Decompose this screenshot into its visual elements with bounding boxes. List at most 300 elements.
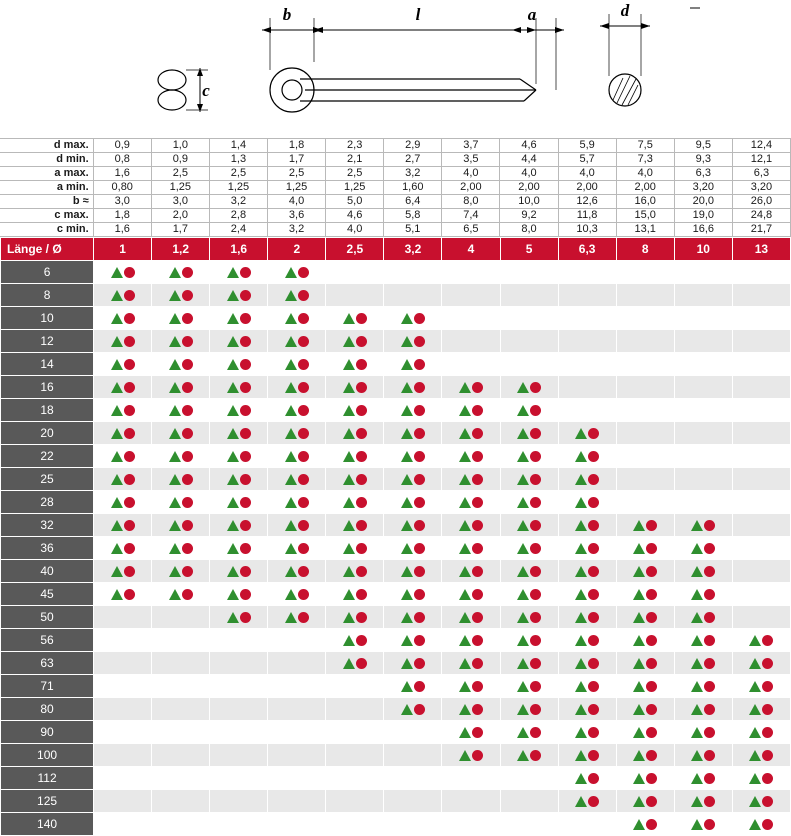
matrix-cell-available[interactable] bbox=[384, 629, 442, 652]
matrix-cell-available[interactable] bbox=[326, 399, 384, 422]
matrix-cell-available[interactable] bbox=[268, 468, 326, 491]
matrix-cell-available[interactable] bbox=[674, 721, 732, 744]
matrix-cell-empty[interactable] bbox=[442, 767, 500, 790]
matrix-cell-empty[interactable] bbox=[94, 606, 152, 629]
matrix-cell-available[interactable] bbox=[442, 376, 500, 399]
matrix-cell-available[interactable] bbox=[94, 376, 152, 399]
matrix-cell-available[interactable] bbox=[152, 537, 210, 560]
matrix-cell-empty[interactable] bbox=[152, 652, 210, 675]
matrix-cell-available[interactable] bbox=[732, 652, 790, 675]
matrix-cell-empty[interactable] bbox=[732, 307, 790, 330]
matrix-cell-available[interactable] bbox=[94, 560, 152, 583]
matrix-cell-empty[interactable] bbox=[616, 468, 674, 491]
matrix-cell-available[interactable] bbox=[384, 376, 442, 399]
matrix-cell-available[interactable] bbox=[558, 468, 616, 491]
matrix-cell-empty[interactable] bbox=[732, 445, 790, 468]
matrix-cell-available[interactable] bbox=[326, 376, 384, 399]
matrix-cell-empty[interactable] bbox=[326, 744, 384, 767]
matrix-cell-available[interactable] bbox=[152, 399, 210, 422]
matrix-cell-empty[interactable] bbox=[500, 767, 558, 790]
matrix-cell-available[interactable] bbox=[326, 468, 384, 491]
matrix-cell-available[interactable] bbox=[732, 813, 790, 836]
matrix-cell-empty[interactable] bbox=[268, 744, 326, 767]
matrix-cell-empty[interactable] bbox=[326, 721, 384, 744]
matrix-cell-available[interactable] bbox=[152, 376, 210, 399]
matrix-cell-available[interactable] bbox=[94, 583, 152, 606]
matrix-cell-available[interactable] bbox=[500, 422, 558, 445]
matrix-cell-available[interactable] bbox=[268, 560, 326, 583]
matrix-cell-available[interactable] bbox=[558, 514, 616, 537]
matrix-cell-available[interactable] bbox=[558, 698, 616, 721]
matrix-cell-empty[interactable] bbox=[732, 376, 790, 399]
matrix-cell-available[interactable] bbox=[152, 560, 210, 583]
matrix-cell-available[interactable] bbox=[500, 698, 558, 721]
matrix-cell-empty[interactable] bbox=[152, 721, 210, 744]
matrix-cell-available[interactable] bbox=[616, 698, 674, 721]
matrix-cell-empty[interactable] bbox=[674, 422, 732, 445]
matrix-cell-available[interactable] bbox=[442, 560, 500, 583]
matrix-cell-available[interactable] bbox=[732, 767, 790, 790]
matrix-cell-available[interactable] bbox=[210, 399, 268, 422]
matrix-cell-available[interactable] bbox=[152, 583, 210, 606]
matrix-cell-available[interactable] bbox=[268, 514, 326, 537]
matrix-cell-available[interactable] bbox=[500, 468, 558, 491]
matrix-cell-available[interactable] bbox=[384, 399, 442, 422]
matrix-cell-available[interactable] bbox=[500, 560, 558, 583]
matrix-cell-available[interactable] bbox=[268, 307, 326, 330]
matrix-cell-empty[interactable] bbox=[152, 790, 210, 813]
matrix-cell-empty[interactable] bbox=[268, 767, 326, 790]
matrix-cell-available[interactable] bbox=[674, 629, 732, 652]
matrix-cell-available[interactable] bbox=[210, 537, 268, 560]
matrix-cell-empty[interactable] bbox=[268, 698, 326, 721]
matrix-cell-empty[interactable] bbox=[268, 629, 326, 652]
matrix-cell-empty[interactable] bbox=[616, 491, 674, 514]
matrix-cell-available[interactable] bbox=[210, 284, 268, 307]
matrix-cell-empty[interactable] bbox=[210, 790, 268, 813]
matrix-cell-available[interactable] bbox=[442, 744, 500, 767]
matrix-cell-available[interactable] bbox=[558, 606, 616, 629]
matrix-cell-empty[interactable] bbox=[616, 284, 674, 307]
matrix-cell-empty[interactable] bbox=[94, 629, 152, 652]
matrix-cell-empty[interactable] bbox=[732, 583, 790, 606]
matrix-cell-empty[interactable] bbox=[732, 514, 790, 537]
matrix-cell-empty[interactable] bbox=[674, 445, 732, 468]
matrix-cell-empty[interactable] bbox=[326, 767, 384, 790]
matrix-cell-available[interactable] bbox=[152, 445, 210, 468]
matrix-cell-available[interactable] bbox=[500, 744, 558, 767]
matrix-cell-empty[interactable] bbox=[384, 790, 442, 813]
matrix-cell-empty[interactable] bbox=[210, 767, 268, 790]
matrix-cell-available[interactable] bbox=[94, 330, 152, 353]
matrix-cell-available[interactable] bbox=[674, 606, 732, 629]
matrix-cell-available[interactable] bbox=[732, 629, 790, 652]
matrix-cell-available[interactable] bbox=[268, 537, 326, 560]
matrix-cell-empty[interactable] bbox=[616, 330, 674, 353]
matrix-cell-available[interactable] bbox=[674, 744, 732, 767]
matrix-cell-available[interactable] bbox=[616, 721, 674, 744]
matrix-cell-available[interactable] bbox=[500, 652, 558, 675]
matrix-cell-empty[interactable] bbox=[94, 675, 152, 698]
matrix-cell-available[interactable] bbox=[674, 514, 732, 537]
matrix-cell-empty[interactable] bbox=[732, 284, 790, 307]
matrix-cell-empty[interactable] bbox=[732, 330, 790, 353]
matrix-cell-available[interactable] bbox=[442, 629, 500, 652]
matrix-cell-empty[interactable] bbox=[384, 813, 442, 836]
matrix-cell-empty[interactable] bbox=[558, 307, 616, 330]
matrix-cell-available[interactable] bbox=[558, 537, 616, 560]
matrix-cell-empty[interactable] bbox=[442, 330, 500, 353]
matrix-cell-available[interactable] bbox=[210, 445, 268, 468]
matrix-cell-available[interactable] bbox=[268, 422, 326, 445]
matrix-cell-available[interactable] bbox=[268, 284, 326, 307]
matrix-cell-available[interactable] bbox=[616, 514, 674, 537]
matrix-cell-available[interactable] bbox=[326, 537, 384, 560]
matrix-cell-available[interactable] bbox=[500, 606, 558, 629]
matrix-cell-available[interactable] bbox=[500, 491, 558, 514]
matrix-cell-empty[interactable] bbox=[674, 491, 732, 514]
matrix-cell-available[interactable] bbox=[94, 468, 152, 491]
matrix-cell-empty[interactable] bbox=[732, 560, 790, 583]
matrix-cell-available[interactable] bbox=[94, 514, 152, 537]
matrix-cell-empty[interactable] bbox=[384, 744, 442, 767]
matrix-cell-empty[interactable] bbox=[326, 698, 384, 721]
matrix-cell-available[interactable] bbox=[94, 422, 152, 445]
matrix-cell-available[interactable] bbox=[326, 629, 384, 652]
matrix-cell-available[interactable] bbox=[616, 744, 674, 767]
matrix-cell-available[interactable] bbox=[326, 353, 384, 376]
matrix-cell-empty[interactable] bbox=[210, 813, 268, 836]
matrix-cell-available[interactable] bbox=[326, 491, 384, 514]
matrix-cell-available[interactable] bbox=[442, 537, 500, 560]
matrix-cell-available[interactable] bbox=[210, 261, 268, 284]
matrix-cell-empty[interactable] bbox=[616, 399, 674, 422]
matrix-cell-empty[interactable] bbox=[558, 261, 616, 284]
matrix-cell-available[interactable] bbox=[732, 790, 790, 813]
matrix-cell-available[interactable] bbox=[500, 583, 558, 606]
matrix-cell-available[interactable] bbox=[558, 790, 616, 813]
matrix-cell-empty[interactable] bbox=[616, 307, 674, 330]
matrix-cell-empty[interactable] bbox=[326, 675, 384, 698]
matrix-cell-available[interactable] bbox=[616, 675, 674, 698]
matrix-cell-available[interactable] bbox=[94, 399, 152, 422]
matrix-cell-available[interactable] bbox=[268, 445, 326, 468]
matrix-cell-available[interactable] bbox=[326, 652, 384, 675]
matrix-cell-available[interactable] bbox=[384, 675, 442, 698]
matrix-cell-available[interactable] bbox=[384, 307, 442, 330]
matrix-cell-available[interactable] bbox=[210, 606, 268, 629]
matrix-cell-available[interactable] bbox=[500, 514, 558, 537]
matrix-cell-empty[interactable] bbox=[210, 629, 268, 652]
matrix-cell-available[interactable] bbox=[94, 353, 152, 376]
matrix-cell-available[interactable] bbox=[500, 675, 558, 698]
matrix-cell-available[interactable] bbox=[384, 606, 442, 629]
matrix-cell-available[interactable] bbox=[442, 445, 500, 468]
matrix-cell-available[interactable] bbox=[326, 606, 384, 629]
matrix-cell-empty[interactable] bbox=[558, 284, 616, 307]
matrix-cell-available[interactable] bbox=[384, 514, 442, 537]
matrix-cell-empty[interactable] bbox=[732, 422, 790, 445]
matrix-cell-available[interactable] bbox=[326, 330, 384, 353]
matrix-cell-empty[interactable] bbox=[152, 629, 210, 652]
matrix-cell-available[interactable] bbox=[558, 675, 616, 698]
matrix-cell-available[interactable] bbox=[326, 514, 384, 537]
matrix-cell-available[interactable] bbox=[152, 353, 210, 376]
matrix-cell-empty[interactable] bbox=[674, 330, 732, 353]
matrix-cell-available[interactable] bbox=[732, 698, 790, 721]
matrix-cell-available[interactable] bbox=[442, 675, 500, 698]
matrix-cell-empty[interactable] bbox=[384, 767, 442, 790]
matrix-cell-available[interactable] bbox=[94, 284, 152, 307]
matrix-cell-empty[interactable] bbox=[442, 790, 500, 813]
matrix-cell-available[interactable] bbox=[500, 376, 558, 399]
matrix-cell-available[interactable] bbox=[616, 560, 674, 583]
matrix-cell-available[interactable] bbox=[442, 491, 500, 514]
matrix-cell-empty[interactable] bbox=[384, 261, 442, 284]
matrix-cell-available[interactable] bbox=[500, 721, 558, 744]
matrix-cell-available[interactable] bbox=[674, 675, 732, 698]
matrix-cell-available[interactable] bbox=[616, 790, 674, 813]
matrix-cell-available[interactable] bbox=[442, 606, 500, 629]
matrix-cell-empty[interactable] bbox=[558, 376, 616, 399]
matrix-cell-available[interactable] bbox=[384, 422, 442, 445]
matrix-cell-empty[interactable] bbox=[442, 353, 500, 376]
matrix-cell-empty[interactable] bbox=[94, 721, 152, 744]
matrix-cell-available[interactable] bbox=[674, 790, 732, 813]
matrix-cell-available[interactable] bbox=[500, 445, 558, 468]
matrix-cell-available[interactable] bbox=[674, 767, 732, 790]
matrix-cell-available[interactable] bbox=[442, 422, 500, 445]
matrix-cell-empty[interactable] bbox=[616, 261, 674, 284]
matrix-cell-available[interactable] bbox=[210, 330, 268, 353]
matrix-cell-empty[interactable] bbox=[326, 813, 384, 836]
matrix-cell-available[interactable] bbox=[500, 537, 558, 560]
matrix-cell-empty[interactable] bbox=[152, 606, 210, 629]
matrix-cell-available[interactable] bbox=[558, 721, 616, 744]
matrix-cell-empty[interactable] bbox=[732, 606, 790, 629]
matrix-cell-empty[interactable] bbox=[94, 744, 152, 767]
matrix-cell-available[interactable] bbox=[94, 491, 152, 514]
matrix-cell-available[interactable] bbox=[442, 721, 500, 744]
matrix-cell-available[interactable] bbox=[384, 445, 442, 468]
matrix-cell-empty[interactable] bbox=[732, 353, 790, 376]
matrix-cell-empty[interactable] bbox=[442, 307, 500, 330]
matrix-cell-available[interactable] bbox=[326, 560, 384, 583]
matrix-cell-available[interactable] bbox=[268, 330, 326, 353]
matrix-cell-empty[interactable] bbox=[500, 813, 558, 836]
matrix-cell-empty[interactable] bbox=[558, 399, 616, 422]
matrix-cell-available[interactable] bbox=[210, 353, 268, 376]
matrix-cell-available[interactable] bbox=[442, 698, 500, 721]
matrix-cell-available[interactable] bbox=[210, 514, 268, 537]
matrix-cell-available[interactable] bbox=[384, 652, 442, 675]
matrix-cell-empty[interactable] bbox=[210, 744, 268, 767]
matrix-cell-empty[interactable] bbox=[326, 284, 384, 307]
matrix-cell-available[interactable] bbox=[558, 652, 616, 675]
matrix-cell-empty[interactable] bbox=[674, 399, 732, 422]
matrix-cell-available[interactable] bbox=[268, 606, 326, 629]
matrix-cell-empty[interactable] bbox=[268, 721, 326, 744]
matrix-cell-available[interactable] bbox=[616, 652, 674, 675]
matrix-cell-empty[interactable] bbox=[558, 353, 616, 376]
matrix-cell-empty[interactable] bbox=[558, 813, 616, 836]
matrix-cell-available[interactable] bbox=[558, 560, 616, 583]
matrix-cell-available[interactable] bbox=[732, 721, 790, 744]
matrix-cell-available[interactable] bbox=[500, 629, 558, 652]
matrix-cell-available[interactable] bbox=[732, 744, 790, 767]
matrix-cell-empty[interactable] bbox=[674, 307, 732, 330]
matrix-cell-available[interactable] bbox=[210, 560, 268, 583]
matrix-cell-empty[interactable] bbox=[210, 675, 268, 698]
matrix-cell-empty[interactable] bbox=[152, 813, 210, 836]
matrix-cell-empty[interactable] bbox=[94, 767, 152, 790]
matrix-cell-available[interactable] bbox=[558, 422, 616, 445]
matrix-cell-empty[interactable] bbox=[94, 813, 152, 836]
matrix-cell-available[interactable] bbox=[616, 767, 674, 790]
matrix-cell-empty[interactable] bbox=[500, 353, 558, 376]
matrix-cell-empty[interactable] bbox=[384, 284, 442, 307]
matrix-cell-available[interactable] bbox=[384, 560, 442, 583]
matrix-cell-available[interactable] bbox=[210, 422, 268, 445]
matrix-cell-available[interactable] bbox=[558, 445, 616, 468]
matrix-cell-available[interactable] bbox=[152, 514, 210, 537]
matrix-cell-available[interactable] bbox=[558, 744, 616, 767]
matrix-cell-available[interactable] bbox=[384, 537, 442, 560]
matrix-cell-available[interactable] bbox=[152, 330, 210, 353]
matrix-cell-empty[interactable] bbox=[210, 698, 268, 721]
matrix-cell-empty[interactable] bbox=[732, 399, 790, 422]
matrix-cell-available[interactable] bbox=[616, 606, 674, 629]
matrix-cell-empty[interactable] bbox=[152, 675, 210, 698]
matrix-cell-available[interactable] bbox=[674, 698, 732, 721]
matrix-cell-available[interactable] bbox=[674, 537, 732, 560]
matrix-cell-available[interactable] bbox=[616, 537, 674, 560]
matrix-cell-available[interactable] bbox=[152, 307, 210, 330]
matrix-cell-empty[interactable] bbox=[732, 468, 790, 491]
matrix-cell-available[interactable] bbox=[152, 284, 210, 307]
matrix-cell-available[interactable] bbox=[326, 583, 384, 606]
matrix-cell-empty[interactable] bbox=[500, 284, 558, 307]
matrix-cell-available[interactable] bbox=[558, 583, 616, 606]
matrix-cell-empty[interactable] bbox=[616, 353, 674, 376]
matrix-cell-available[interactable] bbox=[210, 376, 268, 399]
matrix-cell-available[interactable] bbox=[558, 767, 616, 790]
matrix-cell-empty[interactable] bbox=[94, 652, 152, 675]
matrix-cell-empty[interactable] bbox=[732, 537, 790, 560]
matrix-cell-empty[interactable] bbox=[326, 790, 384, 813]
matrix-cell-empty[interactable] bbox=[152, 698, 210, 721]
matrix-cell-empty[interactable] bbox=[268, 675, 326, 698]
matrix-cell-available[interactable] bbox=[442, 468, 500, 491]
matrix-cell-available[interactable] bbox=[384, 491, 442, 514]
matrix-cell-available[interactable] bbox=[616, 813, 674, 836]
matrix-cell-empty[interactable] bbox=[732, 261, 790, 284]
matrix-cell-available[interactable] bbox=[326, 307, 384, 330]
matrix-cell-empty[interactable] bbox=[384, 721, 442, 744]
matrix-cell-available[interactable] bbox=[326, 445, 384, 468]
matrix-cell-empty[interactable] bbox=[210, 652, 268, 675]
matrix-cell-empty[interactable] bbox=[558, 330, 616, 353]
matrix-cell-available[interactable] bbox=[152, 261, 210, 284]
matrix-cell-available[interactable] bbox=[268, 261, 326, 284]
matrix-cell-empty[interactable] bbox=[268, 790, 326, 813]
matrix-cell-available[interactable] bbox=[558, 629, 616, 652]
matrix-cell-empty[interactable] bbox=[616, 376, 674, 399]
matrix-cell-available[interactable] bbox=[210, 491, 268, 514]
matrix-cell-empty[interactable] bbox=[500, 261, 558, 284]
matrix-cell-available[interactable] bbox=[674, 652, 732, 675]
matrix-cell-empty[interactable] bbox=[500, 307, 558, 330]
matrix-cell-available[interactable] bbox=[442, 514, 500, 537]
matrix-cell-available[interactable] bbox=[616, 629, 674, 652]
matrix-cell-available[interactable] bbox=[442, 399, 500, 422]
matrix-cell-empty[interactable] bbox=[442, 813, 500, 836]
matrix-cell-empty[interactable] bbox=[326, 261, 384, 284]
matrix-cell-available[interactable] bbox=[268, 583, 326, 606]
matrix-cell-available[interactable] bbox=[674, 583, 732, 606]
matrix-cell-available[interactable] bbox=[268, 491, 326, 514]
matrix-cell-available[interactable] bbox=[210, 583, 268, 606]
matrix-cell-available[interactable] bbox=[210, 307, 268, 330]
matrix-cell-available[interactable] bbox=[674, 560, 732, 583]
matrix-cell-available[interactable] bbox=[326, 422, 384, 445]
matrix-cell-available[interactable] bbox=[674, 813, 732, 836]
matrix-cell-available[interactable] bbox=[210, 468, 268, 491]
matrix-cell-empty[interactable] bbox=[268, 652, 326, 675]
matrix-cell-available[interactable] bbox=[384, 353, 442, 376]
matrix-cell-available[interactable] bbox=[500, 399, 558, 422]
matrix-cell-available[interactable] bbox=[384, 468, 442, 491]
matrix-cell-available[interactable] bbox=[268, 353, 326, 376]
matrix-cell-empty[interactable] bbox=[674, 284, 732, 307]
matrix-cell-empty[interactable] bbox=[152, 767, 210, 790]
matrix-cell-empty[interactable] bbox=[94, 698, 152, 721]
matrix-cell-available[interactable] bbox=[94, 307, 152, 330]
matrix-cell-empty[interactable] bbox=[732, 491, 790, 514]
matrix-cell-available[interactable] bbox=[616, 583, 674, 606]
matrix-cell-available[interactable] bbox=[384, 330, 442, 353]
matrix-cell-available[interactable] bbox=[94, 445, 152, 468]
matrix-cell-empty[interactable] bbox=[442, 261, 500, 284]
matrix-cell-available[interactable] bbox=[152, 468, 210, 491]
matrix-cell-empty[interactable] bbox=[442, 284, 500, 307]
matrix-cell-available[interactable] bbox=[384, 698, 442, 721]
matrix-cell-available[interactable] bbox=[558, 491, 616, 514]
matrix-cell-available[interactable] bbox=[442, 583, 500, 606]
matrix-cell-empty[interactable] bbox=[674, 261, 732, 284]
matrix-cell-available[interactable] bbox=[268, 399, 326, 422]
matrix-cell-available[interactable] bbox=[152, 422, 210, 445]
matrix-cell-empty[interactable] bbox=[674, 468, 732, 491]
matrix-cell-available[interactable] bbox=[732, 675, 790, 698]
matrix-cell-empty[interactable] bbox=[674, 353, 732, 376]
matrix-cell-available[interactable] bbox=[268, 376, 326, 399]
matrix-cell-empty[interactable] bbox=[674, 376, 732, 399]
matrix-cell-empty[interactable] bbox=[616, 445, 674, 468]
matrix-cell-available[interactable] bbox=[94, 261, 152, 284]
matrix-cell-available[interactable] bbox=[94, 537, 152, 560]
matrix-cell-empty[interactable] bbox=[500, 330, 558, 353]
matrix-cell-empty[interactable] bbox=[616, 422, 674, 445]
matrix-cell-empty[interactable] bbox=[94, 790, 152, 813]
matrix-cell-available[interactable] bbox=[152, 491, 210, 514]
matrix-cell-empty[interactable] bbox=[152, 744, 210, 767]
matrix-cell-empty[interactable] bbox=[268, 813, 326, 836]
matrix-cell-empty[interactable] bbox=[500, 790, 558, 813]
matrix-cell-available[interactable] bbox=[384, 583, 442, 606]
matrix-cell-empty[interactable] bbox=[210, 721, 268, 744]
matrix-cell-available[interactable] bbox=[442, 652, 500, 675]
